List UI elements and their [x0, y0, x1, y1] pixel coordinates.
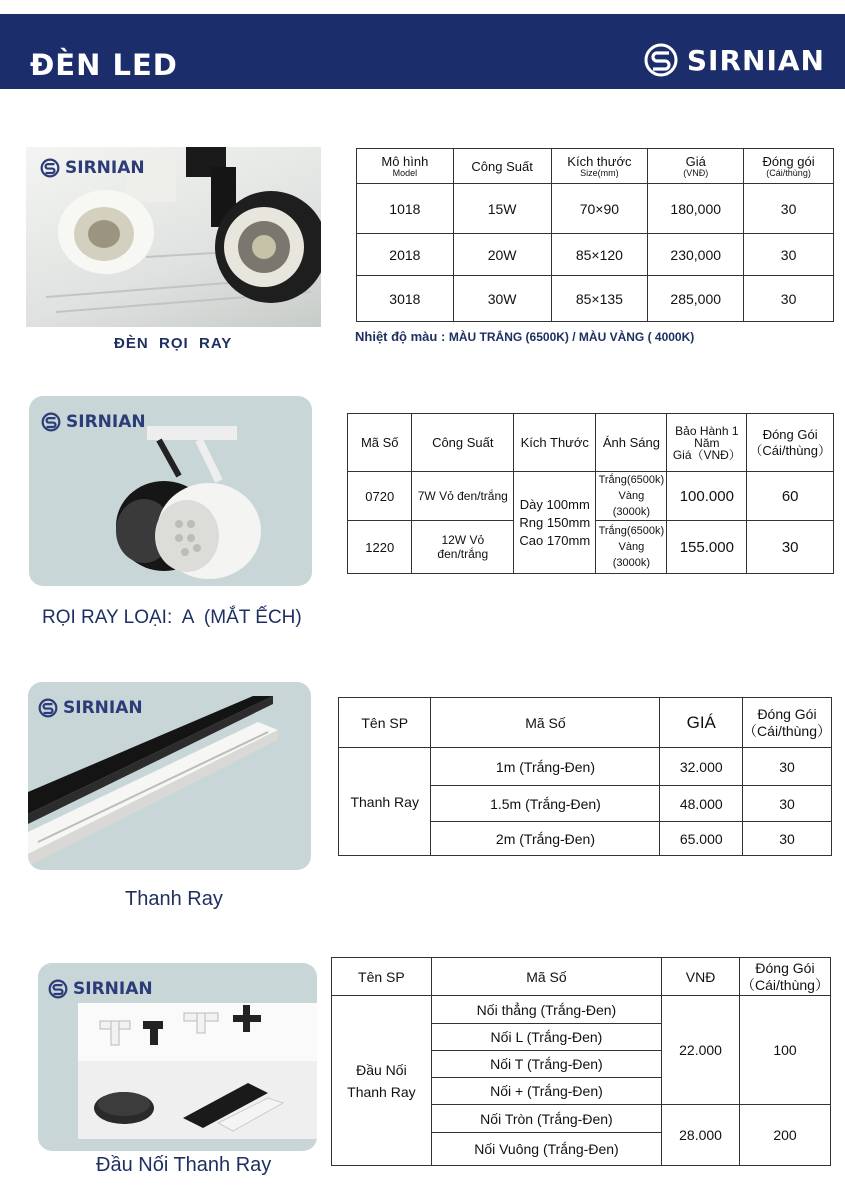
sirnian-logo-icon	[41, 412, 61, 432]
cell-code: Nối T (Trắng-Đen)	[431, 1051, 661, 1078]
col-light: Ánh Sáng	[596, 414, 667, 472]
cell-size	[514, 472, 596, 574]
rail-connector-photo	[38, 963, 317, 1151]
warranty-label: Bảo Hành 1 Năm	[675, 423, 739, 450]
rail-connector-table	[331, 957, 831, 1166]
track-rail-photo	[28, 682, 311, 870]
photo-brand-name: SIRNIAN	[73, 979, 153, 999]
track-light-table	[356, 148, 834, 322]
cell-code: Nối thẳng (Trắng-Đen)	[431, 996, 661, 1024]
col-size: Kích thước Size(mm)	[551, 149, 648, 184]
table-row	[357, 234, 834, 276]
cell-size: 85×135	[551, 276, 648, 322]
pack-label: Đóng Gói	[762, 426, 818, 442]
section3-caption: Thanh Ray	[125, 888, 223, 910]
photo-brand-name: SIRNIAN	[63, 698, 143, 718]
col-size: Kích Thước	[514, 414, 596, 472]
cell-pack: 60	[747, 472, 834, 521]
cell-pack: 30	[743, 786, 832, 822]
brand-logo	[643, 42, 825, 78]
col-pack	[743, 698, 832, 748]
cell-pack: 30	[744, 184, 834, 234]
cell-code: 1220	[348, 521, 412, 574]
col-pack	[739, 958, 830, 996]
photo-brand-logo	[38, 698, 143, 718]
cell-code: Nối Vuông (Trắng-Đen)	[431, 1133, 661, 1166]
table-row	[348, 472, 834, 521]
photo-brand-logo	[40, 158, 145, 178]
light-warm: Vàng (3000k)	[612, 490, 651, 518]
sirnian-logo-icon	[643, 42, 679, 78]
cell-product-name	[332, 996, 432, 1166]
col-price: VNĐ	[662, 958, 740, 996]
product-name-line2: Thanh Ray	[347, 1083, 416, 1100]
color-temp-value: MÀU TRẮNG (6500K) / MÀU VÀNG ( 4000K)	[448, 330, 695, 344]
cell-code: 1.5m (Trắng-Đen)	[431, 786, 660, 822]
sirnian-logo-icon	[40, 158, 60, 178]
cell-code: Nối Tròn (Trắng-Đen)	[431, 1105, 661, 1133]
pack-unit: （Cái/thùng）	[749, 442, 831, 458]
cell-power: 12W Vỏ đen/trắng	[412, 521, 514, 574]
track-rail-table	[338, 697, 832, 856]
pack-unit: （Cái/thùng）	[743, 722, 831, 739]
brand-name: SIRNIAN	[686, 43, 825, 77]
cell-price: 155.000	[667, 521, 747, 574]
cell-power: 7W Vỏ đen/trắng	[412, 472, 514, 521]
cell-model: 3018	[357, 276, 454, 322]
cell-light	[596, 472, 667, 521]
cell-power: 30W	[453, 276, 551, 322]
cell-pack: 200	[739, 1105, 830, 1166]
cell-model: 2018	[357, 234, 454, 276]
cell-price: 230,000	[648, 234, 744, 276]
cell-code: 2m (Trắng-Đen)	[431, 822, 660, 856]
cell-product-name: Thanh Ray	[339, 748, 431, 856]
cell-pack: 30	[743, 748, 832, 786]
section1-caption: ĐÈN RỌI RAY	[114, 335, 233, 352]
table-row	[357, 184, 834, 234]
pack-label: Đóng Gói	[757, 705, 817, 722]
page-header	[0, 14, 845, 89]
table-row	[339, 748, 832, 786]
cell-pack: 30	[744, 276, 834, 322]
light-white: Trắng(6500k)	[598, 525, 665, 537]
cell-pack: 30	[743, 822, 832, 856]
price-label: Giá（VNĐ）	[672, 447, 741, 462]
section4-caption: Đầu Nối Thanh Ray	[96, 1154, 272, 1176]
cell-code: Nối + (Trắng-Đen)	[431, 1078, 661, 1105]
col-price: Giá (VNĐ)	[648, 149, 744, 184]
cell-code: 0720	[348, 472, 412, 521]
pack-label: Đóng Gói	[755, 959, 815, 976]
cell-price: 48.000	[660, 786, 743, 822]
col-warranty-price	[667, 414, 747, 472]
col-price: GIÁ	[660, 698, 743, 748]
track-light-photo	[26, 147, 321, 327]
col-pack: Đóng gói (Cái/thùng)	[744, 149, 834, 184]
cell-price: 65.000	[660, 822, 743, 856]
col-product-name: Tên SP	[339, 698, 431, 748]
cell-pack: 100	[739, 996, 830, 1105]
sirnian-logo-icon	[38, 698, 58, 718]
cell-price: 32.000	[660, 748, 743, 786]
color-temp-note	[355, 329, 694, 344]
table-row	[357, 276, 834, 322]
col-power: Công Suất	[453, 149, 551, 184]
cell-price: 285,000	[648, 276, 744, 322]
light-white: Trắng(6500k)	[598, 474, 665, 486]
cell-price: 180,000	[648, 184, 744, 234]
col-code: Mã Số	[431, 698, 660, 748]
photo-brand-name: SIRNIAN	[66, 412, 146, 432]
size-depth: Dày 100mm	[519, 496, 590, 512]
cell-price: 22.000	[662, 996, 740, 1105]
cell-price: 28.000	[662, 1105, 740, 1166]
pack-unit: （Cái/thùng）	[741, 976, 829, 993]
col-code: Mã Số	[431, 958, 661, 996]
photo-brand-logo	[41, 412, 146, 432]
photo-brand-name: SIRNIAN	[65, 158, 145, 178]
col-power: Công Suất	[412, 414, 514, 472]
cell-size: 70×90	[551, 184, 648, 234]
frog-eye-light-photo	[29, 396, 312, 586]
col-code: Mã Số	[348, 414, 412, 472]
frog-eye-table	[347, 413, 834, 574]
cell-code: Nối L (Trắng-Đen)	[431, 1024, 661, 1051]
col-product-name: Tên SP	[332, 958, 432, 996]
cell-light	[596, 521, 667, 574]
col-pack	[747, 414, 834, 472]
section2-caption: RỌI RAY LOẠI: A (MẮT ẾCH)	[42, 607, 302, 628]
cell-model: 1018	[357, 184, 454, 234]
cell-pack: 30	[744, 234, 834, 276]
table-row	[332, 996, 831, 1024]
cell-price: 100.000	[667, 472, 747, 521]
product-name-line1: Đầu Nối	[356, 1061, 407, 1078]
size-height: Cao 170mm	[519, 532, 591, 548]
col-model: Mô hình Model	[357, 149, 454, 184]
color-temp-label: Nhiệt độ màu :	[355, 329, 449, 344]
size-width: Rng 150mm	[519, 514, 591, 530]
light-warm: Vàng (3000k)	[612, 541, 651, 569]
page-title: ĐÈN LED	[30, 48, 178, 82]
cell-pack: 30	[747, 521, 834, 574]
cell-code: 1m (Trắng-Đen)	[431, 748, 660, 786]
cell-power: 15W	[453, 184, 551, 234]
cell-power: 20W	[453, 234, 551, 276]
cell-size: 85×120	[551, 234, 648, 276]
photo-brand-logo	[48, 979, 153, 999]
sirnian-logo-icon	[48, 979, 68, 999]
